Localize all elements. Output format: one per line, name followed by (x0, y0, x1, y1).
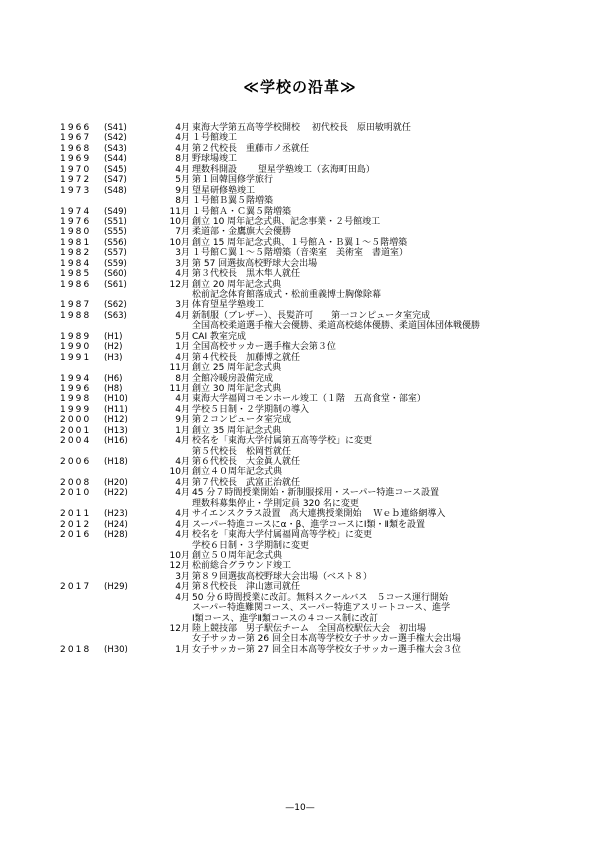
history-row (60, 603, 580, 613)
month-cell: 8月 (175, 373, 190, 384)
month-cell: 8月 (175, 196, 190, 207)
month-cell: 4月 (175, 133, 190, 144)
month-cell: 4月 (175, 143, 190, 154)
era-cell: (S56) (104, 237, 127, 248)
history-row (60, 353, 580, 363)
event-text: 創立 30 周年記念式典 (192, 383, 282, 394)
era-cell: (H11) (104, 404, 128, 415)
event-text: 東海大学福岡コモンホール竣工（１階 五高食堂・部室） (192, 394, 426, 405)
era-cell: (S41) (104, 123, 127, 133)
event-text: １号館竣工 (192, 133, 238, 144)
event-text: 創立５０周年記念式典 (192, 550, 283, 561)
event-text: 創立 20 周年記念式典 (192, 279, 282, 290)
era-cell: (S47) (104, 175, 127, 186)
event-text: 第６代校長 大金眞人就任 (192, 457, 301, 467)
event-text: 創立 35 周年記念式典 (192, 425, 282, 436)
history-row (60, 300, 580, 310)
year-cell: 1974 (60, 206, 92, 217)
year-cell: 2001 (60, 425, 92, 436)
history-row (60, 436, 580, 446)
event-text: 全国高校サッカー選手権大会第３位 (192, 342, 336, 353)
page-title: ≪学校の沿革≫ (243, 78, 357, 96)
event-text: 創立 15 周年記念式典、１号館Ａ・Ｂ翼１～５階増築 (192, 237, 408, 248)
event-text: 東海大学第五高等学校開校 初代校長 原田敏明就任 (192, 123, 411, 133)
era-cell: (H22) (104, 488, 128, 499)
event-text: 第１回韓国修学旅行 (192, 175, 274, 186)
month-cell: 4月 (175, 488, 190, 499)
event-text: １号館Ａ・Ｃ翼５階増築 (192, 206, 292, 217)
year-cell: 1968 (60, 143, 92, 154)
month-cell: 8月 (175, 154, 190, 165)
history-row (60, 374, 580, 384)
month-cell: 4月 (175, 404, 190, 415)
year-cell: 1989 (60, 331, 92, 342)
year-cell: 1994 (60, 373, 92, 384)
history-row (60, 447, 580, 457)
era-cell: (H23) (104, 509, 128, 520)
era-cell: (S49) (104, 206, 127, 217)
era-cell: (H18) (104, 457, 128, 467)
history-row (60, 457, 580, 467)
month-cell: 4月 (175, 269, 190, 280)
event-text: 校名を「東海大学付属福岡高等学校」に変更 (192, 530, 373, 541)
month-cell: 9月 (175, 185, 190, 196)
history-row (60, 614, 580, 624)
history-row (60, 280, 580, 290)
event-text: 学校６日制・３学期制に変更 (192, 540, 310, 551)
era-cell: (H24) (104, 519, 128, 530)
month-cell: 4月 (175, 123, 190, 133)
year-cell: 1972 (60, 175, 92, 186)
era-cell: (S45) (104, 164, 127, 175)
year-cell: 1998 (60, 394, 92, 405)
event-text: １号館Ｃ翼１～５階増築（音楽室 美術室 書道室） (192, 248, 409, 259)
month-cell: 10月 (169, 237, 190, 248)
history-row (60, 499, 580, 509)
event-text: スーパー特進コースにα・β、進学コースにⅠ類・Ⅱ類を設置 (192, 519, 425, 530)
event-text: 理数科募集停止・学則定員 320 名に変更 (192, 498, 359, 509)
event-text: 野球場竣工 (192, 154, 238, 165)
history-list (60, 123, 580, 655)
history-row (60, 384, 580, 394)
event-text: 創立 10 周年記念式典、記念事業・２号館竣工 (192, 216, 381, 227)
era-cell: (S57) (104, 248, 127, 259)
event-text: 女子サッカー第 27 回全日本高等学校女子サッカー選手権大会３位 (192, 644, 461, 655)
event-text: 学校５日制・２学期制の導入 (192, 404, 310, 415)
era-cell: (S59) (104, 258, 127, 269)
history-row (60, 207, 580, 217)
year-cell: 1967 (60, 133, 92, 144)
era-cell: (S60) (104, 269, 127, 280)
history-row (60, 186, 580, 196)
history-row (60, 196, 580, 206)
event-text: 第８代校長 津山憲司就任 (192, 582, 301, 593)
month-cell: 4月 (175, 457, 190, 467)
year-cell: 2006 (60, 457, 92, 467)
year-cell: 2010 (60, 488, 92, 499)
history-row (60, 624, 580, 634)
era-cell: (H8) (104, 383, 123, 394)
year-cell: 1996 (60, 383, 92, 394)
era-cell: (S55) (104, 227, 127, 238)
era-cell: (S42) (104, 133, 127, 144)
history-row (60, 217, 580, 227)
event-text: 全国高校柔道選手権大会優勝、柔道高校総体優勝、柔道国体団体戦優勝 (192, 321, 481, 332)
year-cell: 1980 (60, 227, 92, 238)
month-cell: 4月 (175, 509, 190, 520)
event-text: 柔道部・金鷹旗大会優勝 (192, 227, 292, 238)
history-row (60, 426, 580, 436)
year-cell: 1986 (60, 279, 92, 290)
history-row (60, 541, 580, 551)
year-cell: 2012 (60, 519, 92, 530)
month-cell: 5月 (175, 331, 190, 342)
month-cell: 1月 (175, 342, 190, 353)
month-cell: 10月 (169, 216, 190, 227)
event-text: 第４代校長 加藤博之就任 (192, 352, 301, 363)
history-row (60, 551, 580, 561)
era-cell: (S61) (104, 279, 127, 290)
event-text: スーパー特進難関コース、スーパー特進アスリートコース、進学 (192, 603, 451, 614)
history-row (60, 645, 580, 655)
era-cell: (H10) (104, 394, 128, 405)
history-row (60, 405, 580, 415)
month-cell: 11月 (169, 206, 190, 217)
year-cell: 1985 (60, 269, 92, 280)
history-row (60, 394, 580, 404)
history-row (60, 321, 580, 331)
year-cell: 1982 (60, 248, 92, 259)
month-cell: 4月 (175, 394, 190, 405)
month-cell: 3月 (175, 300, 190, 311)
month-cell: 3月 (175, 248, 190, 259)
event-text: 体育望星学塾竣工 (192, 300, 265, 311)
era-cell: (H3) (104, 352, 123, 363)
history-row (60, 593, 580, 603)
event-text: 50 分６時間授業に改訂。無料スクールバス ５コース運行開始 (192, 592, 449, 603)
month-cell: 3月 (175, 571, 190, 582)
era-cell: (S44) (104, 154, 127, 165)
history-row (60, 572, 580, 582)
year-cell: 1973 (60, 185, 92, 196)
history-row (60, 561, 580, 571)
event-text: 新制服（ブレザー）、長髪許可 第一コンピュータ室完成 (192, 310, 431, 321)
month-cell: 4月 (175, 164, 190, 175)
event-text: 校名を「東海大学付属第五高等学校」に変更 (192, 436, 373, 447)
history-row (60, 227, 580, 237)
event-text: 45 分７時間授業開始・新制服採用・スーパー特進コース設置 (192, 488, 439, 499)
year-cell: 2004 (60, 436, 92, 447)
event-text: １号館Ｂ翼５階増築 (192, 196, 274, 207)
month-cell: 11月 (169, 383, 190, 394)
month-cell: 4月 (175, 582, 190, 593)
year-cell: 1976 (60, 216, 92, 227)
era-cell: (H13) (104, 425, 128, 436)
month-cell: 4月 (175, 352, 190, 363)
year-cell: 1999 (60, 404, 92, 415)
event-text: Ⅰ類コース、進学Ⅱ類コースの４コース制に改訂 (192, 613, 379, 624)
event-text: CAI 教室完成 (192, 331, 246, 342)
year-cell: 1966 (60, 123, 92, 133)
history-row (60, 238, 580, 248)
history-row (60, 634, 580, 644)
era-cell: (H29) (104, 582, 128, 593)
month-cell: 10月 (169, 467, 190, 478)
era-cell: (H20) (104, 477, 128, 488)
era-cell: (H1) (104, 331, 123, 342)
history-row (60, 165, 580, 175)
era-cell: (H2) (104, 342, 123, 353)
era-cell: (S62) (104, 300, 127, 311)
history-row (60, 530, 580, 540)
year-cell: 1981 (60, 237, 92, 248)
month-cell: 11月 (169, 363, 190, 374)
month-cell: 4月 (175, 530, 190, 541)
month-cell: 1月 (175, 425, 190, 436)
era-cell: (S51) (104, 216, 127, 227)
page-number: —10— (285, 803, 315, 813)
history-row (60, 478, 580, 488)
month-cell: 4月 (175, 477, 190, 488)
history-row (60, 415, 580, 425)
year-cell: 1969 (60, 154, 92, 165)
event-text: 陸上競技部 男子駅伝チーム 全国高校駅伝大会 初出場 (192, 624, 427, 634)
history-row (60, 488, 580, 498)
history-row (60, 144, 580, 154)
history-row (60, 175, 580, 185)
year-cell: 1970 (60, 164, 92, 175)
event-text: 第 57 回選抜高校野球大会出場 (192, 258, 318, 269)
event-text: 第５代校長 松岡哲就任 (192, 446, 292, 457)
era-cell: (H12) (104, 415, 128, 426)
event-text: 理数科開設 望星学塾竣工（玄海町田島） (192, 164, 375, 175)
era-cell: (H30) (104, 644, 128, 655)
event-text: 創立 25 周年記念式典 (192, 363, 282, 374)
month-cell: 4月 (175, 592, 190, 603)
year-cell: 1991 (60, 352, 92, 363)
history-row (60, 342, 580, 352)
history-row (60, 311, 580, 321)
history-row (60, 363, 580, 373)
month-cell: 9月 (175, 415, 190, 426)
history-row (60, 290, 580, 300)
history-row (60, 123, 580, 133)
event-text: 松前総合グラウンド竣工 (192, 561, 292, 572)
month-cell: 10月 (169, 550, 190, 561)
history-row (60, 520, 580, 530)
event-text: 第８９回選抜高校野球大会出場（ベスト８） (192, 571, 373, 582)
month-cell: 3月 (175, 258, 190, 269)
month-cell: 4月 (175, 436, 190, 447)
era-cell: (H6) (104, 373, 123, 384)
history-row (60, 332, 580, 342)
year-cell: 2018 (60, 644, 92, 655)
month-cell: 12月 (169, 561, 190, 572)
event-text: 女子サッカー第 26 回全日本高等学校女子サッカー選手権大会出場 (192, 634, 461, 645)
year-cell: 1990 (60, 342, 92, 353)
history-row (60, 582, 580, 592)
era-cell: (H28) (104, 530, 128, 541)
history-row (60, 248, 580, 258)
year-cell: 2008 (60, 477, 92, 488)
year-cell: 2000 (60, 415, 92, 426)
history-row (60, 154, 580, 164)
era-cell: (S43) (104, 143, 127, 154)
event-text: 第２代校長 重藤市ノ丞就任 (192, 143, 310, 154)
year-cell: 2016 (60, 530, 92, 541)
month-cell: 7月 (175, 227, 190, 238)
month-cell: 12月 (169, 279, 190, 290)
month-cell: 1月 (175, 644, 190, 655)
month-cell: 4月 (175, 519, 190, 530)
era-cell: (S48) (104, 185, 127, 196)
history-row (60, 269, 580, 279)
year-cell: 1988 (60, 310, 92, 321)
event-text: サイエンスクラス設置 高大連携授業開始 Ｗｅｂ連絡網導入 (192, 509, 446, 520)
history-row (60, 467, 580, 477)
event-text: 創立４０周年記念式典 (192, 467, 283, 478)
month-cell: 4月 (175, 310, 190, 321)
event-text: 松前記念体育館落成式・松前重義博士胸像除幕 (192, 290, 382, 300)
era-cell: (S63) (104, 310, 127, 321)
history-row (60, 133, 580, 143)
month-cell: 5月 (175, 175, 190, 186)
history-row (60, 259, 580, 269)
year-cell: 2017 (60, 582, 92, 593)
era-cell: (H16) (104, 436, 128, 447)
year-cell: 2011 (60, 509, 92, 520)
year-cell: 1984 (60, 258, 92, 269)
event-text: 全館冷暖房設備完成 (192, 373, 274, 384)
month-cell: 12月 (169, 624, 190, 634)
event-text: 望星研修塾竣工 (192, 185, 256, 196)
year-cell: 1987 (60, 300, 92, 311)
event-text: 第３代校長 黒木隼人就任 (192, 269, 301, 280)
event-text: 第２コンピュータ室完成 (192, 415, 292, 426)
event-text: 第７代校長 武富正治就任 (192, 477, 301, 488)
history-row (60, 509, 580, 519)
